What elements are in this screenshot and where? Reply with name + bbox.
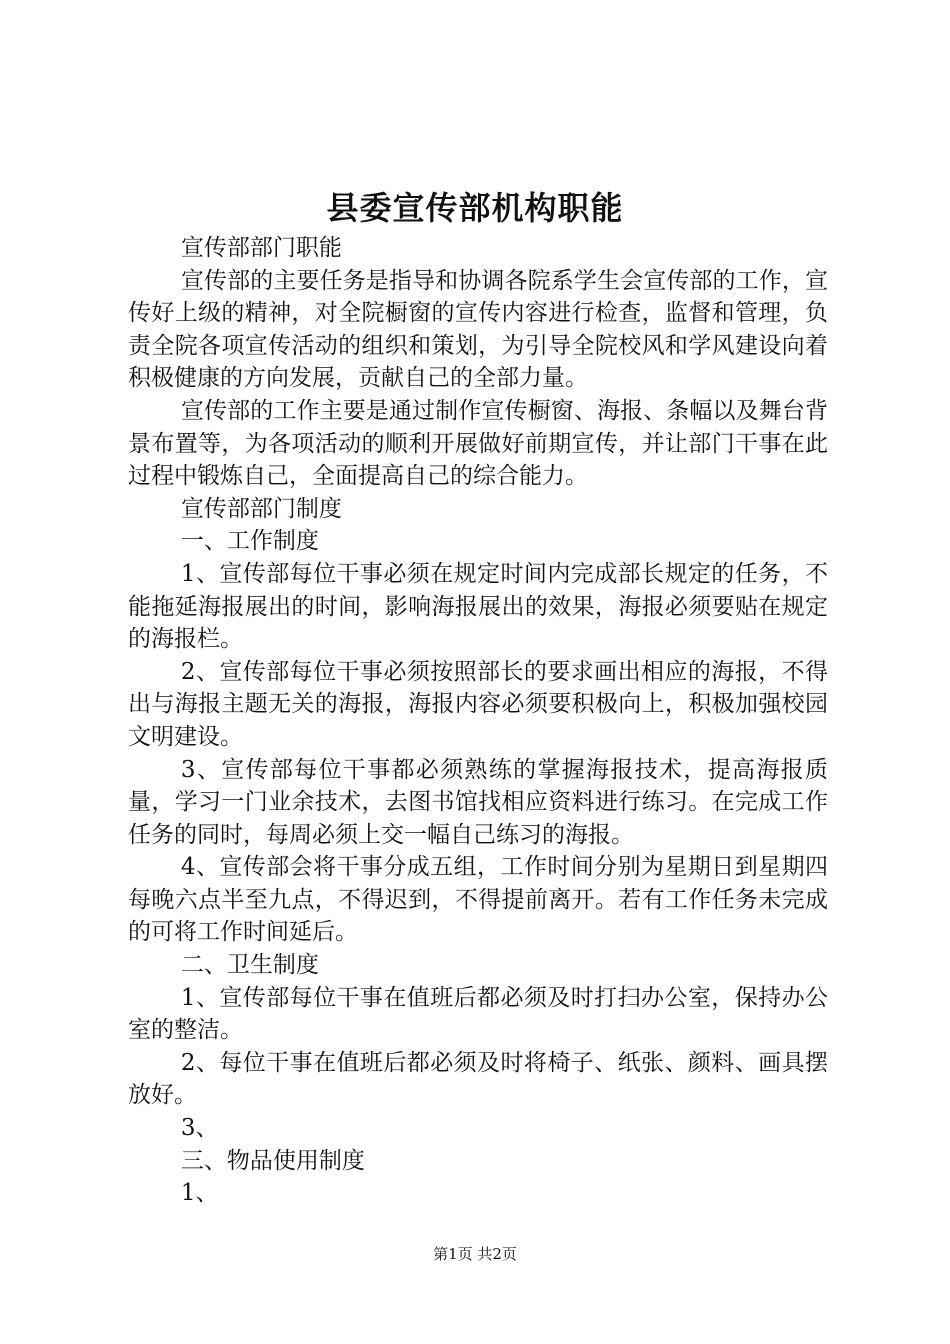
paragraph-main-task: 宣传部的主要任务是指导和协调各院系学生会宣传部的工作，宣传好上级的精神，对全院橱窗的宣传内容进行检查，监督和管理，负责全院各项宣传活动的组织和策划，为引导全院校风和学风建设向着积极健康的方向发展，贡献自己的全部力量。 <box>128 267 828 392</box>
section-heading-functions: 宣传部部门职能 <box>180 235 342 261</box>
paragraph-work-content: 宣传部的工作主要是通过制作宣传橱窗、海报、条幅以及舞台背景布置等，为各项活动的顺利开展做好前期宣传，并让部门干事在此过程中锻炼自己，全面提高自己的综合能力。 <box>128 397 828 490</box>
list-item: 1、宣传部每位干事必须在规定时间内完成部长规定的任务，不能拖延海报展出的时间，影响海报展出的效果，海报必须要贴在规定的海报栏。 <box>128 560 828 653</box>
subheading-item-usage-rules: 三、物品使用制度 <box>180 1147 365 1174</box>
section-heading-rules: 宣传部部门制度 <box>180 495 342 522</box>
list-item: 1、 <box>180 1180 219 1207</box>
list-item: 1、宣传部每位干事在值班后都必须及时打扫办公室，保持办公室的整洁。 <box>128 984 828 1044</box>
document-title: 县委宣传部机构职能 <box>326 189 624 227</box>
list-item: 3、 <box>180 1115 219 1142</box>
subheading-hygiene-rules: 二、卫生制度 <box>180 952 319 979</box>
list-item: 3、宣传部每位干事都必须熟练的掌握海报技术，提高海报质量，学习一门业余技术，去图书馆找相应资料进行练习。在完成工作任务的同时，每周必须上交一幅自己练习的海报。 <box>128 756 828 848</box>
list-item: 2、每位干事在值班后都必须及时将椅子、纸张、颜料、画具摆放好。 <box>128 1049 828 1109</box>
document-body <box>128 232 828 1210</box>
list-item: 2、宣传部每位干事必须按照部长的要求画出相应的海报，不得出与海报主题无关的海报，海报内容必须要积极向上，积极加强校园文明建设。 <box>128 658 828 750</box>
list-item: 4、宣传部会将干事分成五组，工作时间分别为星期日到星期四每晚六点半至九点，不得迟到，不得提前离开。若有工作任务未完成的可将工作时间延后。 <box>128 854 828 946</box>
page-number-footer: 第1页 共2页 <box>433 1245 517 1263</box>
subheading-work-rules: 一、工作制度 <box>180 528 319 555</box>
